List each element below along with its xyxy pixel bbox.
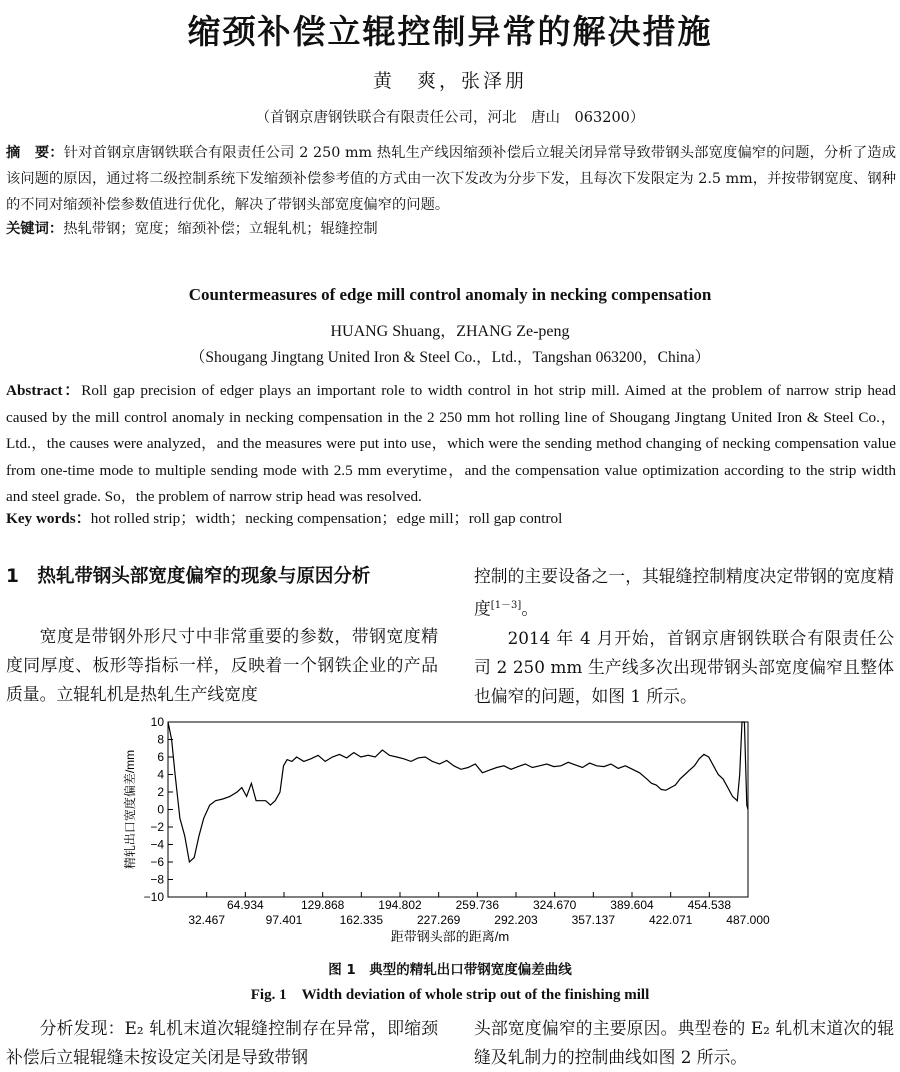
x-tick-label-upper: 324.670: [532, 898, 577, 912]
paragraph-2: 2014 年 4 月开始，首钢京唐钢铁联合有限责任公司 2 250 mm 生产线多次出现带钢头部宽度偏窄且整体也偏窄的问题，如图 1 所示。: [474, 627, 894, 706]
y-tick-label: 2: [157, 785, 164, 799]
keywords-en-label: Key words：: [6, 510, 91, 527]
paragraph-1-cont-text: 控制的主要设备之一，其辊缝控制精度决定带钢的宽度精度: [474, 566, 894, 619]
y-tick-label: 10: [150, 715, 164, 729]
keywords-cn-label: 关键词：: [6, 221, 64, 237]
x-tick-label-lower: 422.071: [648, 913, 693, 927]
y-tick-label: −6: [150, 855, 164, 869]
abstract-cn-label: 摘 要：: [6, 145, 64, 161]
x-tick-label-lower: 32.467: [188, 913, 226, 927]
section-number: 1: [6, 566, 19, 587]
keywords-cn: [6, 218, 896, 240]
keywords-en: [6, 507, 896, 528]
section-heading: [6, 562, 446, 591]
affiliation: （首钢京唐钢铁联合有限责任公司，河北 唐山 063200）: [255, 110, 645, 126]
abstract-cn: [6, 140, 896, 218]
english-affiliation: （Shougang Jingtang United Iron & Steel Co.，Ltd.，Tangshan 063200，China）: [189, 349, 711, 366]
y-tick-label: 6: [157, 750, 164, 764]
x-tick-label-lower: 97.401: [265, 913, 303, 927]
abstract-cn-text: 针对首钢京唐钢铁联合有限责任公司 2 250 mm 热轧生产线因缩颈补偿后立辊关闭异常导致带钢头部宽度偏窄的问题，分析了造成该问题的原因，通过将二级控制系统下发缩颈补偿参考值的方式由一次下发改为分步下发，且每次下发限定为 2.5 mm，并按带钢宽度、钢种的不同对缩颈补偿参数值进行优化，解决了带钢头部宽度偏窄的问题。: [6, 145, 897, 213]
abstract-en-text: Roll gap precision of edger plays an important role to width control in hot strip mill. Aimed at the problem of narrow strip head caused by the mill control anomaly in necking compensation in the 2 250 mm hot rolling line of Shougang Jingtang United Iron & Steel Co.，Ltd.，the causes were analyzed，and the measures were put into use，which were the sending method changing of necking compensation value from one-time mode to multiple sending mode with 2.5 mm everytime，and the compensation value optimization according to the strip width and steel grade. So，the problem of narrow strip head was resolved.: [6, 382, 896, 506]
section-title: 热轧带钢头部宽度偏窄的现象与原因分析: [37, 566, 371, 587]
x-tick-label-lower: 487.000: [726, 913, 770, 927]
y-tick-label: −4: [150, 837, 164, 852]
x-tick-label-upper: 454.538: [687, 898, 732, 912]
y-tick-label: −8: [150, 872, 164, 887]
plot-frame: [168, 722, 748, 897]
x-tick-label-upper: 64.934: [226, 898, 264, 912]
x-tick-label-upper: 129.868: [300, 898, 345, 912]
x-tick-label-lower: 162.335: [339, 913, 384, 927]
x-axis-label: 距带钢头部的距离/m: [390, 929, 510, 944]
x-tick-label-lower: 227.269: [416, 913, 461, 927]
abstract-en-label: Abstract：: [6, 382, 82, 399]
y-tick-label: 0: [157, 802, 164, 817]
x-tick-label-lower: 357.137: [571, 913, 616, 927]
paragraph-3: 分析发现：E₂ 轧机末道次辊缝控制存在异常，即缩颈补偿后立辊辊缝未按设定关闭是导致带钢: [6, 1018, 438, 1067]
paragraph-1-end: 。: [521, 598, 539, 619]
right-column-top: [474, 562, 894, 711]
citation: [1－3]: [490, 600, 522, 611]
paper-title: 缩颈补偿立辊控制异常的解决措施: [187, 12, 713, 51]
keywords-cn-text: 热轧带钢；宽度；缩颈补偿；立辊轧机；辊缝控制: [63, 221, 378, 237]
y-tick-label: 4: [157, 767, 164, 782]
keywords-en-text: hot rolled strip；width；necking compensation；edge mill；roll gap control: [90, 510, 563, 527]
y-tick-label: 8: [157, 732, 164, 747]
x-tick-label-upper: 389.604: [610, 898, 654, 912]
width-deviation-chart: [120, 714, 780, 954]
x-tick-label-upper: 259.736: [455, 898, 500, 912]
paragraph-1: 宽度是带钢外形尺寸中非常重要的参数，带钢宽度精度同厚度、板形等指标一样，反映着一个钢铁企业的产品质量。立辊轧机是热轧生产线宽度: [6, 626, 438, 704]
figure-caption-en: Fig. 1 Width deviation of whole strip out of the finishing mill: [250, 987, 650, 1003]
x-tick-label-upper: 194.802: [378, 898, 422, 912]
authors: 黄 爽，张泽朋: [372, 70, 527, 92]
y-tick-label: −2: [150, 820, 164, 834]
paragraph-1-continued: [474, 562, 894, 624]
figure-caption-cn: 图 1 典型的精轧出口带钢宽度偏差曲线: [328, 962, 572, 978]
y-axis-label: 精轧出口宽度偏差/mm: [123, 749, 137, 870]
english-authors: HUANG Shuang，ZHANG Ze-peng: [330, 323, 570, 340]
english-title: Countermeasures of edge mill control anomaly in necking compensation: [188, 285, 712, 304]
x-tick-label-lower: 292.203: [494, 913, 538, 927]
y-tick-label: −10: [143, 890, 164, 904]
abstract-en: [6, 378, 896, 511]
paragraph-3-continued: 头部宽度偏窄的主要原因。典型卷的 E₂ 轧机末道次的辊缝及轧制力的控制曲线如图 2 所示。: [474, 1018, 894, 1067]
series-line: [168, 722, 748, 862]
